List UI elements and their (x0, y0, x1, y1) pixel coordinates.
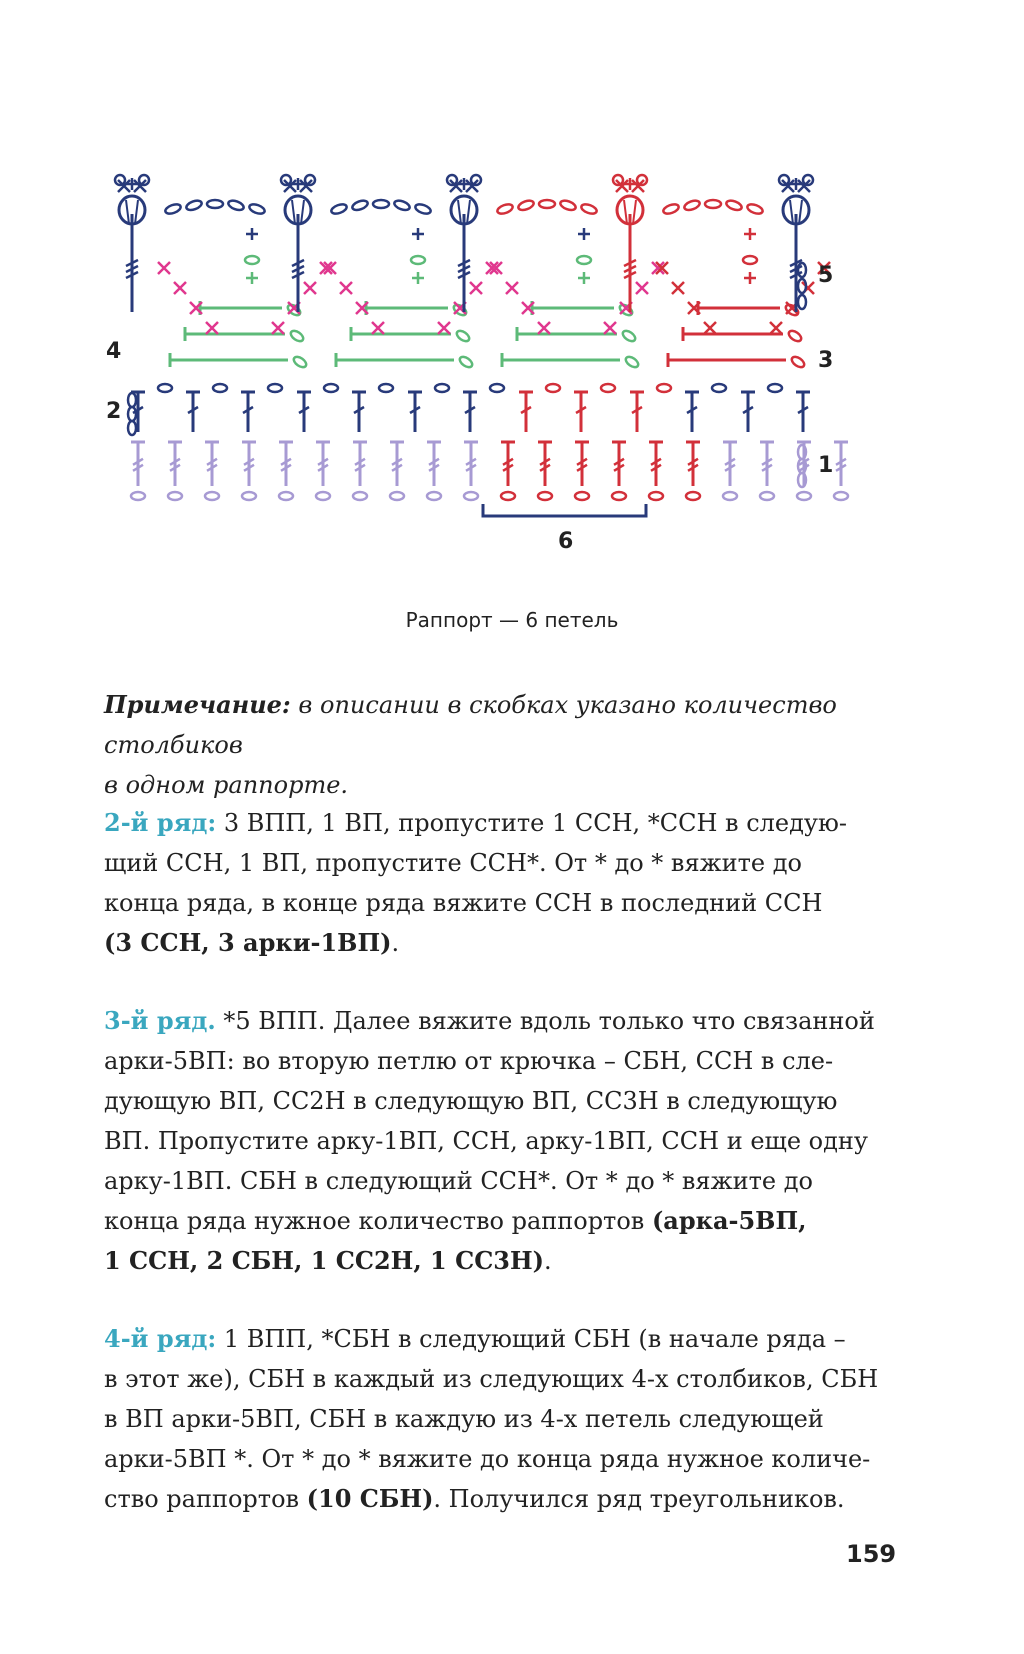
chain-stitch (279, 492, 293, 500)
puff-line (467, 200, 470, 224)
chain-stitch (705, 200, 721, 208)
chain-stitch (612, 492, 626, 500)
row3-line-2: арки-5ВП: во вторую петлю от крючка – СБН, ССН в сле- (104, 1047, 834, 1075)
sc-x (206, 322, 218, 334)
puff-line (126, 200, 129, 224)
chain-stitch (353, 492, 367, 500)
chain-stitch (128, 407, 136, 421)
chain-stitch (683, 199, 701, 212)
row4-line-1: 1 ВПП, *СБН в следующий СБН (в начале ряда – (223, 1325, 846, 1353)
chain-stitch (248, 203, 266, 216)
chain-stitch (213, 384, 227, 392)
chain-stitch (743, 256, 757, 264)
chain-stitch (351, 199, 369, 212)
chain-stitch (373, 200, 389, 208)
sc-plus (246, 228, 258, 240)
row3-line-6: конца ряда нужное количество раппортов (104, 1207, 645, 1235)
chain-stitch (411, 256, 425, 264)
note-paragraph (104, 685, 914, 805)
chain-stitch (790, 355, 806, 370)
chain-stitch (580, 203, 598, 216)
page-number: 159 (846, 1540, 897, 1568)
sc-x (672, 282, 684, 294)
row3-line-4: ВП. Пропустите арку-1ВП, ССН, арку-1ВП, ССН и еще одну (104, 1127, 869, 1155)
puff-line (633, 200, 636, 224)
sc-plus (578, 272, 590, 284)
chain-stitch (686, 492, 700, 500)
chain-stitch (464, 492, 478, 500)
row3-line-7-end: . (544, 1247, 552, 1275)
chain-stitch (657, 384, 671, 392)
repeat-bracket (483, 504, 646, 516)
sc-x (538, 322, 550, 334)
row4-line-2: в этот же), СБН в каждый из следующих 4-х столбиков, СБН (104, 1365, 879, 1393)
chain-stitch (458, 355, 474, 370)
row3-line-5: арку-1ВП. СБН в следующий ССН*. От * до * вяжите до (104, 1167, 813, 1195)
sc-x (506, 282, 518, 294)
sc-x (372, 322, 384, 334)
row-label-1: 1 (818, 453, 834, 478)
chain-stitch (575, 492, 589, 500)
chain-stitch (164, 203, 182, 216)
chain-stitch (768, 384, 782, 392)
chain-stitch (292, 355, 308, 370)
sc-x (158, 262, 170, 274)
row2-label: 2-й ряд: (104, 808, 217, 837)
puff-line (799, 200, 802, 224)
chain-stitch (324, 384, 338, 392)
row-label-2: 2 (106, 399, 122, 424)
puff-line (624, 200, 627, 224)
chain-stitch (618, 303, 634, 318)
row4-line-5-start: ство раппортов (104, 1485, 300, 1513)
chain-stitch (427, 492, 441, 500)
chain-stitch (725, 199, 743, 212)
row2-line-3: конца ряда, в конце ряда вяжите ССН в последний ССН (104, 889, 823, 917)
row4-summary: (10 СБН) (306, 1484, 434, 1513)
chain-stitch (185, 199, 203, 212)
row4-line-3: в ВП арки-5ВП, СБН в каждую из 4-х петель следующей (104, 1405, 824, 1433)
row3-line-3: дующую ВП, СС2Н в следующую ВП, СС3Н в следующую (104, 1087, 838, 1115)
row4-label: 4-й ряд: (104, 1324, 217, 1353)
chain-stitch (330, 203, 348, 216)
sc-plus (246, 272, 258, 284)
chain-stitch (227, 199, 245, 212)
puff-line (292, 200, 295, 224)
sc-x (174, 282, 186, 294)
crochet-chart (100, 170, 900, 590)
chain-stitch (517, 199, 535, 212)
chain-stitch (207, 200, 223, 208)
chain-stitch (546, 384, 560, 392)
sc-plus (744, 272, 756, 284)
chain-stitch (131, 492, 145, 500)
chain-stitch (798, 445, 806, 459)
sc-x (470, 282, 482, 294)
row3-line-1: *5 ВПП. Далее вяжите вдоль только что связанной (223, 1007, 875, 1035)
chain-stitch (797, 492, 811, 500)
chart-caption: Раппорт — 6 петель (405, 608, 619, 632)
row4-paragraph (104, 1319, 914, 1519)
sc-x (304, 282, 316, 294)
chain-stitch (379, 384, 393, 392)
chain-stitch (559, 199, 577, 212)
chain-stitch (601, 384, 615, 392)
chain-stitch (723, 492, 737, 500)
chain-stitch (662, 203, 680, 216)
sc-plus (412, 228, 424, 240)
row2-summary: (3 ССН, 3 арки-1ВП) (104, 928, 392, 957)
sc-x (340, 282, 352, 294)
row2-line-2: щий ССН, 1 ВП, пропустите ССН*. От * до * вяжите до (104, 849, 802, 877)
chain-stitch (455, 329, 471, 344)
sc-plus (578, 228, 590, 240)
chain-stitch (128, 421, 136, 435)
note-line-2: в одном раппорте. (104, 771, 349, 799)
chain-stitch (624, 355, 640, 370)
chain-stitch (205, 492, 219, 500)
row-label-3: 3 (818, 348, 834, 373)
sc-x (770, 322, 782, 334)
repeat-label: 6 (558, 529, 574, 554)
sc-x (704, 322, 716, 334)
row-label-4: 4 (106, 339, 122, 364)
crochet-chart-svg (100, 170, 900, 590)
row3-paragraph (104, 1001, 914, 1281)
chain-stitch (712, 384, 726, 392)
chain-stitch (798, 279, 806, 293)
row2-paragraph (104, 803, 914, 963)
chain-stitch (286, 303, 302, 318)
chain-stitch (452, 303, 468, 318)
note-line-1: в описании в скобках указано количество столбиков (104, 691, 837, 759)
puff-line (458, 200, 461, 224)
chain-stitch (393, 199, 411, 212)
puff-line (790, 200, 793, 224)
row2-line-4-end: . (391, 929, 400, 957)
chain-stitch (501, 492, 515, 500)
row4-line-5-end: . Получился ряд треугольников. (433, 1485, 845, 1513)
row-label-5: 5 (818, 263, 834, 288)
chain-stitch (798, 473, 806, 487)
chain-stitch (245, 256, 259, 264)
chain-stitch (746, 203, 764, 216)
puff-line (301, 200, 304, 224)
sc-x (272, 322, 284, 334)
note-label: Примечание: (104, 690, 291, 719)
chain-stitch (390, 492, 404, 500)
chain-stitch (490, 384, 504, 392)
puff-line (135, 200, 138, 224)
chain-stitch (539, 200, 555, 208)
chain-stitch (649, 492, 663, 500)
chain-stitch (414, 203, 432, 216)
chain-stitch (158, 384, 172, 392)
chain-stitch (577, 256, 591, 264)
chain-stitch (168, 492, 182, 500)
row3-summary-end: 1 ССН, 2 СБН, 1 СС2Н, 1 СС3Н) (104, 1246, 545, 1275)
row3-label: 3-й ряд. (104, 1006, 216, 1035)
chain-stitch (798, 459, 806, 473)
chain-stitch (496, 203, 514, 216)
chain-stitch (834, 492, 848, 500)
row3-summary-start: (арка-5ВП, (651, 1206, 807, 1235)
chain-stitch (538, 492, 552, 500)
chain-stitch (268, 384, 282, 392)
chain-stitch (435, 384, 449, 392)
sc-x (438, 322, 450, 334)
row2-line-1: 3 ВПП, 1 ВП, пропустите 1 ССН, *ССН в следую- (223, 809, 847, 837)
chain-stitch (289, 329, 305, 344)
sc-plus (412, 272, 424, 284)
chain-stitch (760, 492, 774, 500)
chain-stitch (242, 492, 256, 500)
chain-stitch (128, 393, 136, 407)
chain-stitch (316, 492, 330, 500)
chain-stitch (621, 329, 637, 344)
sc-x (604, 322, 616, 334)
sc-plus (744, 228, 756, 240)
chain-stitch (798, 263, 806, 277)
chain-stitch (798, 295, 806, 309)
chain-stitch (787, 329, 803, 344)
sc-x (636, 282, 648, 294)
row4-line-4: арки-5ВП *. От * до * вяжите до конца ряда нужное количе- (104, 1445, 871, 1473)
